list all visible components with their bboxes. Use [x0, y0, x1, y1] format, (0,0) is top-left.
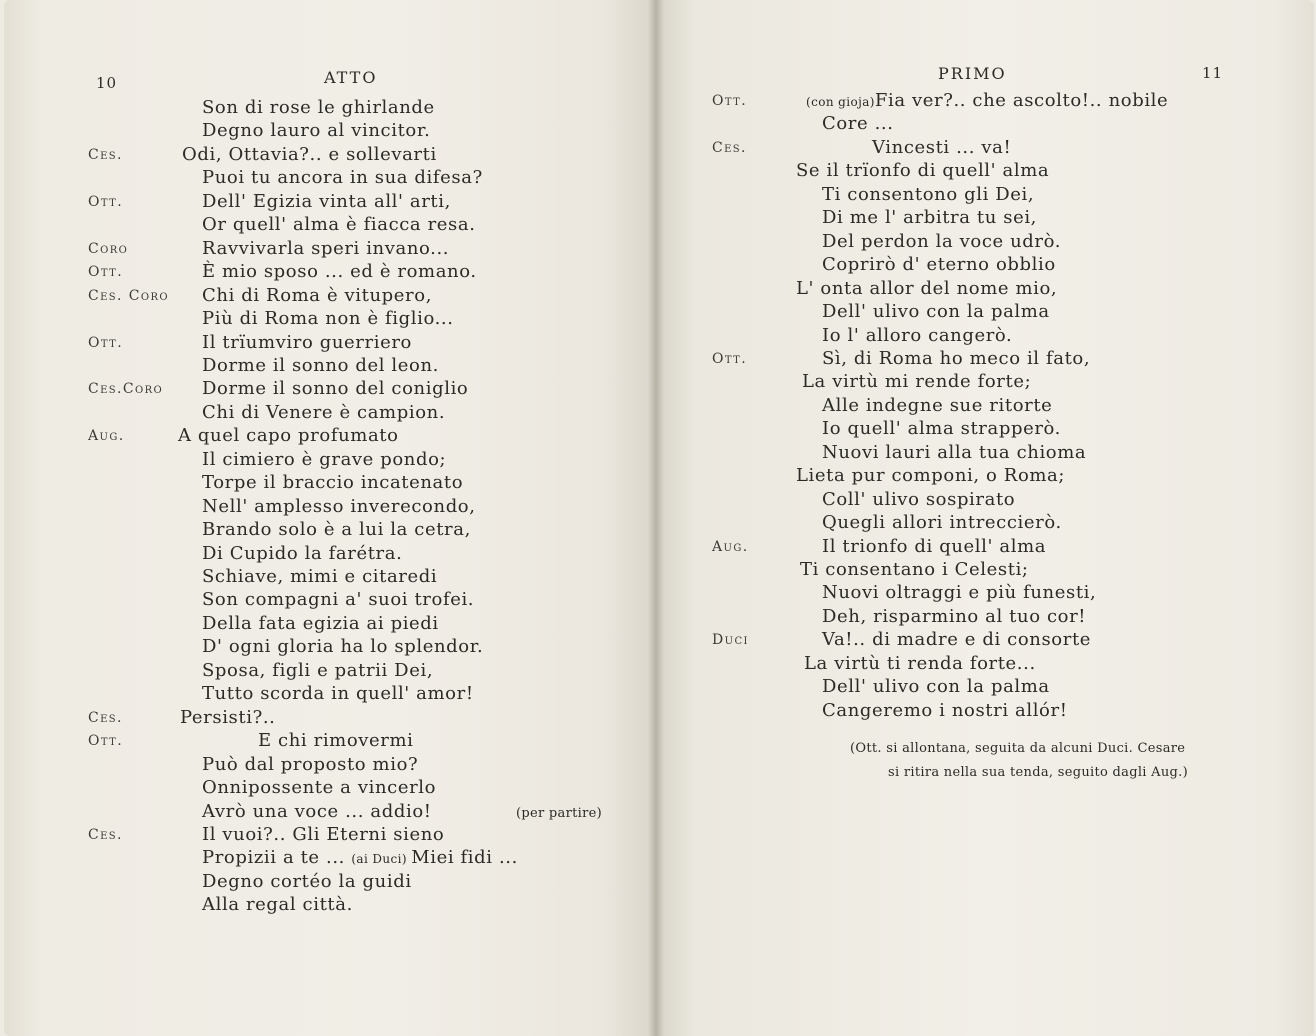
verse-line: Degno lauro al vincitor.	[202, 120, 431, 142]
verse-line: Io quell' alma strapperò.	[822, 418, 1061, 440]
verse-line: Del perdon la voce udrò.	[822, 230, 1062, 252]
verse-line: Della fata egizia ai piedi	[202, 612, 439, 634]
verse-line: La virtù ti renda forte...	[804, 652, 1036, 674]
speaker-label: Ott.	[88, 264, 124, 281]
verse-line: Persisti?..	[180, 706, 276, 728]
verse-line: Or quell' alma è fiacca resa.	[202, 214, 476, 236]
verse-line: Se il trïonfo di quell' alma	[796, 160, 1050, 182]
verse-line: Va!.. di madre e di consorte	[822, 629, 1092, 651]
aside-direction: (ai Duci)	[351, 852, 412, 867]
speaker-label: Aug.	[712, 538, 749, 555]
verse-line: Più di Roma non è figlio...	[202, 308, 454, 330]
speaker-label: Ott.	[88, 193, 124, 210]
speaker-label: Aug.	[88, 428, 125, 445]
page-number: 11	[1202, 64, 1224, 82]
verse-line: Brando solo è a lui la cetra,	[202, 519, 471, 541]
binding-gutter	[648, 0, 664, 1036]
verse-line	[202, 847, 518, 870]
verse-line: Il cimiero è grave pondo;	[202, 448, 447, 470]
verse-line: Io l' alloro cangerò.	[822, 324, 1013, 346]
verse-line: Il trionfo di quell' alma	[822, 535, 1047, 557]
verse-line: Nuovi oltraggi e più funesti,	[822, 582, 1097, 604]
stage-direction-line: (Ott. si allontana, seguita da alcuni Duci. Cesare	[850, 741, 1186, 756]
verse-line: Quegli allori intreccierò.	[822, 512, 1062, 534]
verse-line: Il vuoi?.. Gli Eterni sieno	[202, 823, 445, 845]
verse-line: Può dal proposto mio?	[202, 753, 419, 775]
verse-line: Dorme il sonno del leon.	[202, 354, 439, 376]
speaker-label: Ott.	[712, 350, 748, 367]
verse-line: Di me l' arbitra tu sei,	[822, 207, 1038, 229]
verse-line: D' ogni gloria ha lo splendor.	[202, 636, 484, 658]
speaker-label: Ott.	[88, 334, 124, 351]
page-number: 10	[96, 74, 118, 92]
verse-line: Degno cortéo la guidi	[202, 870, 412, 892]
verse-line: Dell' ulivo con la palma	[822, 301, 1050, 323]
speaker-label: Ott.	[712, 93, 748, 109]
verse-line: Son compagni a' suoi trofei.	[202, 589, 475, 611]
verse-line: Di Cupido la farétra.	[202, 542, 403, 564]
verse-line: Coll' ulivo sospirato	[822, 488, 1016, 510]
verse-line: Sposa, figli e patrii Dei,	[202, 659, 434, 681]
verse-line: Lieta pur componi, o Roma;	[796, 465, 1066, 487]
speaker-label: Ces.	[712, 139, 747, 156]
verse-line: Alle indegne sue ritorte	[822, 394, 1053, 416]
verse-line: Cangeremo i nostri allór!	[822, 699, 1068, 721]
speaker-label: Ces.	[88, 826, 123, 843]
right-page	[656, 0, 1314, 1036]
verse-line: L' onta allor del nome mio,	[796, 277, 1058, 299]
speaker-label: Ott.	[88, 733, 124, 750]
speaker-label: Ces.Coro	[88, 381, 164, 398]
verse-line: Il trïumviro guerriero	[202, 331, 412, 353]
verse-line: La virtù mi rende forte;	[802, 371, 1032, 393]
verse-line: Nuovi lauri alla tua chioma	[822, 441, 1087, 463]
verse-text: Fia ver?.. che ascolto!.. nobile	[874, 90, 1169, 111]
speaker-label: Ces.	[88, 709, 123, 726]
verse-line: Alla regal città.	[202, 894, 353, 916]
speaker-label: Coro	[88, 240, 129, 257]
verse-line: Schiave, mimi e citaredi	[202, 566, 438, 587]
verse-line: Dorme il sonno del coniglio	[202, 378, 469, 400]
verse-line: Tutto scorda in quell' amor!	[202, 683, 474, 705]
verse-line: Torpe il braccio incatenato	[202, 472, 464, 494]
stage-note: (per partire)	[516, 805, 602, 821]
verse-line: A quel capo profumato	[178, 425, 399, 447]
stage-direction-line: si ritira nella sua tenda, seguito dagli Aug.)	[888, 765, 1188, 780]
verse-line: Dell' ulivo con la palma	[822, 676, 1050, 698]
verse-text: Propizii a te ...	[202, 847, 352, 869]
verse-line: Nell' amplesso inverecondo,	[202, 495, 476, 517]
verse-line: Coprirò d' eterno obblio	[822, 254, 1056, 276]
verse-line: Onnipossente a vincerlo	[202, 777, 437, 799]
verse-line: Dell' Egizia vinta all' arti,	[202, 190, 451, 212]
speaker-label: Duci	[712, 632, 749, 649]
verse-line: Chi di Roma è vitupero,	[202, 284, 433, 306]
aside-direction: (con gioja)	[806, 95, 875, 109]
verse-line: Odi, Ottavia?.. e sollevarti	[182, 143, 437, 165]
verse-line: Ti consentono gli Dei,	[822, 183, 1035, 205]
verse-line: Sì, di Roma ho meco il fato,	[822, 347, 1091, 369]
verse-line: Vincesti ... va!	[872, 136, 1012, 158]
verse-line: Core ...	[822, 113, 894, 135]
verse-line: Avrò una voce ... addio!	[202, 800, 432, 822]
verse-line: Chi di Venere è campion.	[202, 401, 446, 423]
verse-line: Puoi tu ancora in sua difesa?	[202, 167, 483, 189]
verse-line: Ti consentano i Celesti;	[800, 559, 1029, 580]
verse-line	[806, 90, 1168, 113]
left-page	[4, 0, 656, 1036]
verse-line: Ravvivarla speri invano...	[202, 237, 450, 259]
running-head: ATTO	[324, 68, 378, 87]
verse-line: E chi rimovermi	[258, 730, 414, 752]
verse-text: Miei fidi ...	[411, 847, 518, 869]
running-head: PRIMO	[938, 64, 1007, 83]
speaker-label: Ces.	[88, 146, 123, 163]
verse-line: Deh, risparmino al tuo cor!	[822, 605, 1087, 627]
verse-line: È mio sposo ... ed è romano.	[202, 261, 477, 283]
speaker-label: Ces. Coro	[88, 287, 170, 304]
verse-line: Son di rose le ghirlande	[202, 97, 435, 118]
